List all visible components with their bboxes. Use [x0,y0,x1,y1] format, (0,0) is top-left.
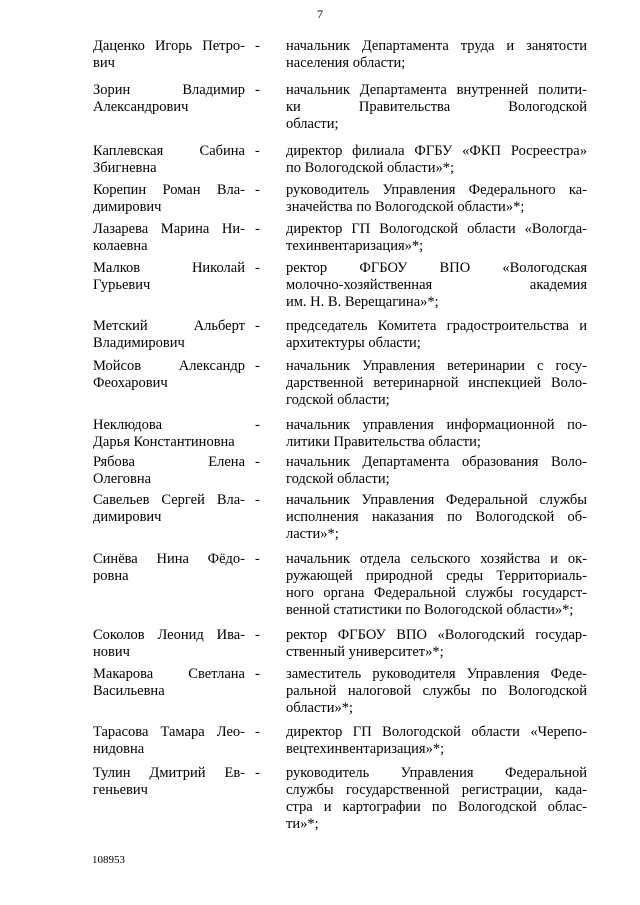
separator-dash: - [255,221,260,237]
separator-dash: - [255,358,260,374]
list-item [0,318,640,358]
separator-dash: - [255,38,260,54]
list-item [0,724,640,765]
member-name: Даценко Игорь Петро- вич [93,38,245,71]
member-position: директор ГП Вологодской области «Черепо- вецтехинвентаризация»*; [286,724,587,757]
member-name: Соколов Леонид Ива- нович [93,627,245,660]
member-name: Тулин Дмитрий Ев- геньевич [93,765,245,798]
member-position: руководитель Управления Федеральной службы государственной регистрации, када- стра и картографии по Вологодской облас- ти»*; [286,765,587,832]
member-position: начальник Департамента образования Воло- годской области; [286,454,587,487]
member-name: Зорин Владимир Александрович [93,82,245,115]
member-position: начальник Департамента труда и занятости населения области; [286,38,587,71]
list-item [0,82,640,143]
separator-dash: - [255,666,260,682]
member-position: начальник отдела сельского хозяйства и ок- ружающей природной среды Территориаль- ного органа Федеральной службы государст- венной статистики по Вологодской области»*; [286,551,587,618]
member-position: начальник Управления ветеринарии с госу- дарственной ветеринарной инспекцией Воло- годской области; [286,358,587,408]
list-item [0,38,640,82]
separator-dash: - [255,318,260,334]
page-number: 7 [317,7,323,21]
separator-dash: - [255,454,260,470]
list-item [0,358,640,417]
list-item [0,182,640,221]
list-item [0,417,640,454]
member-name: Лазарева Марина Ни- колаевна [93,221,245,254]
member-position: заместитель руководителя Управления Феде- ральной налоговой службы по Вологодской области»*; [286,666,587,716]
member-position: руководитель Управления Федерального ка- значейства по Вологодской области»*; [286,182,587,215]
member-position: председатель Комитета градостроительства и архитектуры области; [286,318,587,351]
member-name: Корепин Роман Вла- димирович [93,182,245,215]
member-name: Метский Альберт Владимирович [93,318,245,351]
member-position: начальник Управления Федеральной службы исполнения наказания по Вологодской об- ласти»*; [286,492,587,542]
member-position: начальник управления информационной по- литики Правительства области; [286,417,587,450]
list-item [0,627,640,666]
separator-dash: - [255,724,260,740]
list-item [0,666,640,724]
list-item [0,454,640,492]
member-name: Макарова Светлана Васильевна [93,666,245,699]
member-position: ректор ФГБОУ ВПО «Вологодский государ- ственный университет»*; [286,627,587,660]
document-code: 108953 [92,854,125,866]
member-name: Каплевская Сабина Збигневна [93,143,245,176]
separator-dash: - [255,143,260,159]
list-item [0,143,640,182]
list-item [0,260,640,318]
member-position: начальник Департамента внутренней полити- ки Правительства Вологодской области; [286,82,587,132]
member-name: Савельев Сергей Вла- димирович [93,492,245,525]
separator-dash: - [255,492,260,508]
list-item [0,551,640,627]
member-name: Рябова Елена Олеговна [93,454,245,487]
members-list [0,38,640,845]
member-name: Неклюдова Дарья Константиновна [93,417,235,450]
member-position: директор ГП Вологодской области «Вологда- техинвентаризация»*; [286,221,587,254]
list-item [0,221,640,260]
list-item [0,765,640,845]
separator-dash: - [255,551,260,567]
member-name: Тарасова Тамара Лео- нидовна [93,724,245,757]
separator-dash: - [255,417,260,433]
separator-dash: - [255,765,260,781]
separator-dash: - [255,627,260,643]
separator-dash: - [255,260,260,276]
list-item [0,492,640,551]
separator-dash: - [255,82,260,98]
member-position: директор филиала ФГБУ «ФКП Росреестра» по Вологодской области»*; [286,143,587,176]
member-name: Малков Николай Гурьевич [93,260,245,293]
separator-dash: - [255,182,260,198]
member-position: ректор ФГБОУ ВПО «Вологодская молочно-хозяйственная академия им. Н. В. Верещагина»*; [286,260,587,310]
member-name: Мойсов Александр Феохарович [93,358,245,391]
member-name: Синёва Нина Фёдо- ровна [93,551,245,584]
